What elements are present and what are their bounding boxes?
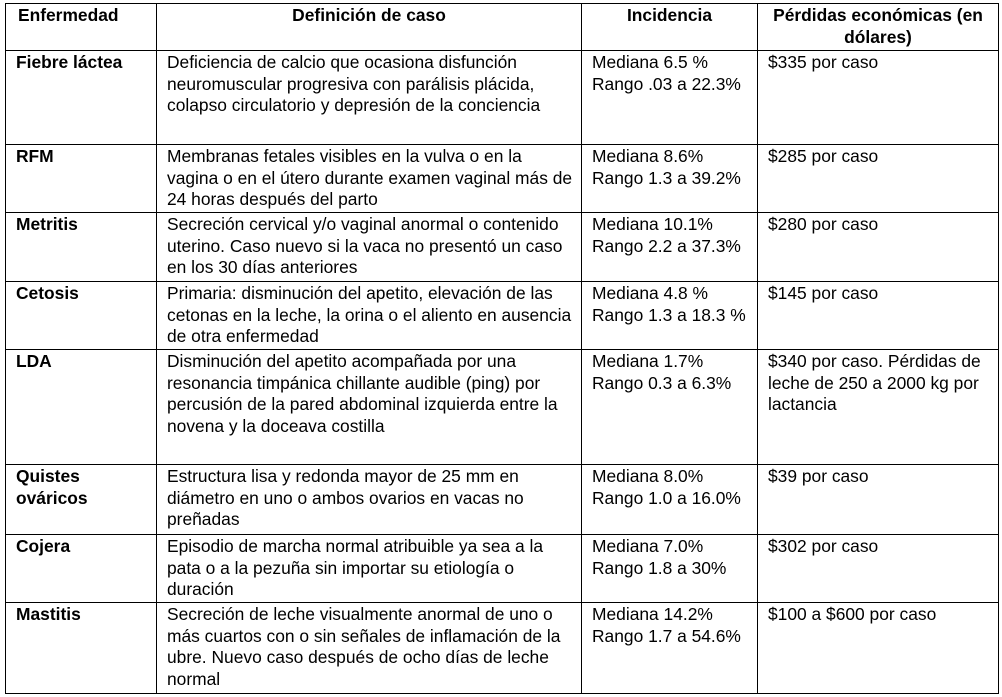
definition-cell: Primaria: disminución del apetito, elevación de las cetonas en la leche, la orina o el aliento en ausencia de otra enfermedad <box>157 282 582 350</box>
incidence-range: Rango 1.0 a 16.0% <box>592 487 741 508</box>
incidence-cell <box>582 51 758 145</box>
incidence-median: Mediana 10.1% <box>592 214 713 234</box>
incidence-range: Rango .03 a 22.3% <box>592 73 741 94</box>
disease-cell: Cetosis <box>6 282 157 350</box>
table-row <box>6 145 999 213</box>
incidence-median: Mediana 6.5 % <box>592 52 709 72</box>
header-losses-line1: Pérdidas económicas <box>773 5 952 25</box>
incidence-median: Mediana 4.8 % <box>592 283 709 303</box>
header-incidence: Incidencia <box>582 4 758 51</box>
incidence-range: Rango 1.3 a 39.2% <box>592 167 741 188</box>
header-disease: Enfermedad <box>6 4 157 51</box>
definition-cell: Membranas fetales visibles en la vulva o en la vagina o en el útero durante examen vaginal más de 24 horas después del parto <box>157 145 582 213</box>
incidence-median: Mediana 8.6% <box>592 146 704 166</box>
incidence-range: Rango 1.3 a 18.3 % <box>592 304 746 325</box>
incidence-cell <box>582 350 758 465</box>
table-row <box>6 603 999 694</box>
definition-cell: Deficiencia de calcio que ocasiona disfunción neuromuscular progresiva con parálisis plácida, colapso circulatorio y depresión de la conciencia <box>157 51 582 145</box>
disease-cell: Quistes ováricos <box>6 465 157 535</box>
definition-cell: Secreción cervical y/o vaginal anormal o contenido uterino. Caso nuevo si la vaca no presentó un caso en los 30 días anteriores <box>157 213 582 282</box>
losses-cell: $39 por caso <box>758 465 999 535</box>
losses-cell: $335 por caso <box>758 51 999 145</box>
incidence-cell <box>582 465 758 535</box>
incidence-range: Rango 2.2 a 37.3% <box>592 235 741 256</box>
incidence-range: Rango 1.7 a 54.6% <box>592 625 741 646</box>
table-row <box>6 465 999 535</box>
losses-cell: $145 por caso <box>758 282 999 350</box>
disease-cell: Metritis <box>6 213 157 282</box>
incidence-cell <box>582 535 758 603</box>
table-row <box>6 535 999 603</box>
incidence-range: Rango 0.3 a 6.3% <box>592 372 732 393</box>
header-losses-line2: (en dólares) <box>844 5 983 47</box>
table-row <box>6 282 999 350</box>
table-row <box>6 213 999 282</box>
incidence-range: Rango 1.8 a 30% <box>592 557 727 578</box>
table-row <box>6 51 999 145</box>
losses-cell: $100 a $600 por caso <box>758 603 999 694</box>
losses-cell: $285 por caso <box>758 145 999 213</box>
header-definition: Definición de caso <box>157 4 582 51</box>
losses-cell: $280 por caso <box>758 213 999 282</box>
incidence-cell <box>582 145 758 213</box>
table-header-row <box>6 4 999 51</box>
incidence-median: Mediana 8.0% <box>592 466 704 486</box>
incidence-cell <box>582 282 758 350</box>
incidence-median: Mediana 1.7% <box>592 351 704 371</box>
header-losses <box>758 4 999 51</box>
incidence-cell <box>582 603 758 694</box>
disease-cell: RFM <box>6 145 157 213</box>
incidence-cell <box>582 213 758 282</box>
disease-cell: Cojera <box>6 535 157 603</box>
disease-cell: Fiebre láctea <box>6 51 157 145</box>
incidence-median: Mediana 7.0% <box>592 536 704 556</box>
losses-cell: $340 por caso. Pérdidas de leche de 250 a 2000 kg por lactancia <box>758 350 999 465</box>
incidence-median: Mediana 14.2% <box>592 604 713 624</box>
definition-cell: Estructura lisa y redonda mayor de 25 mm en diámetro en uno o ambos ovarios en vacas no preñadas <box>157 465 582 535</box>
disease-cell: LDA <box>6 350 157 465</box>
disease-table <box>5 3 999 694</box>
disease-cell: Mastitis <box>6 603 157 694</box>
losses-cell: $302 por caso <box>758 535 999 603</box>
table-row <box>6 350 999 465</box>
definition-cell: Episodio de marcha normal atribuible ya sea a la pata o a la pezuña sin importar su etiología o duración <box>157 535 582 603</box>
definition-cell: Disminución del apetito acompañada por una resonancia timpánica chillante audible (ping) por percusión de la pared abdominal izquierda entre la novena y la doceava costilla <box>157 350 582 465</box>
definition-cell: Secreción de leche visualmente anormal de uno o más cuartos con o sin señales de inflamación de la ubre. Nuevo caso después de ocho días de leche normal <box>157 603 582 694</box>
